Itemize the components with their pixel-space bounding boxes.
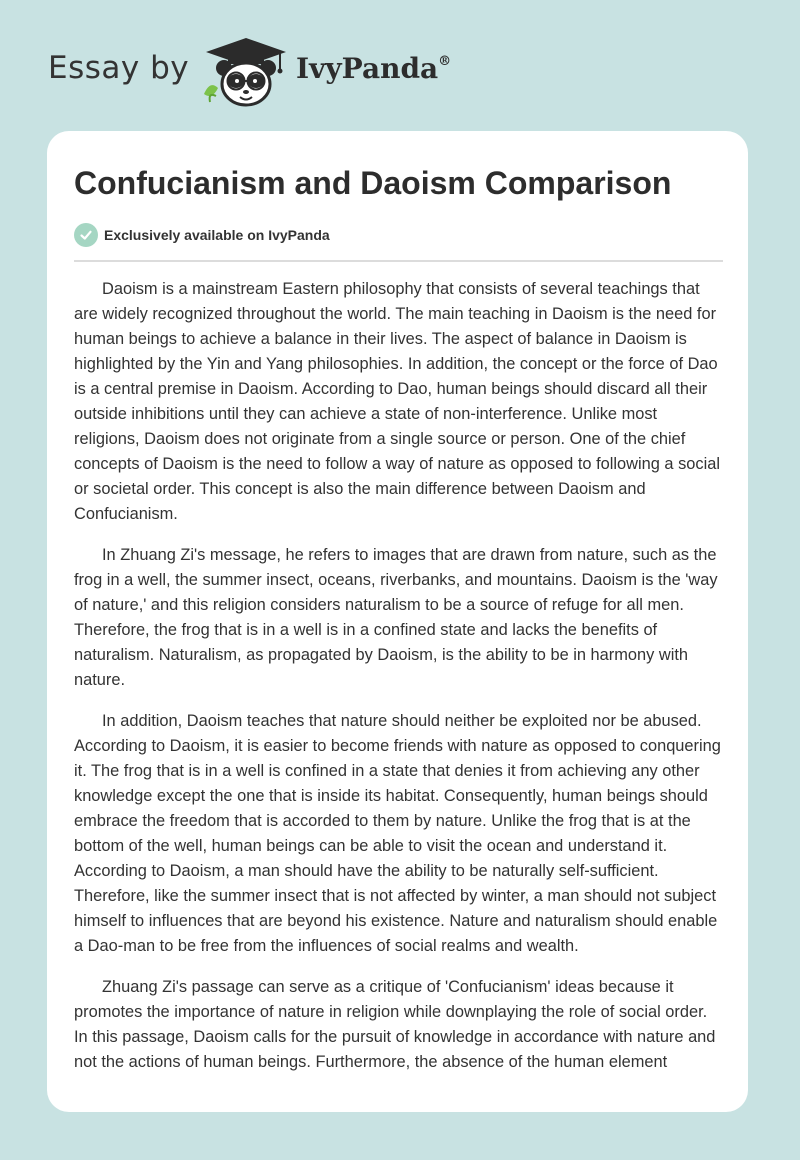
panda-logo-icon <box>200 36 292 108</box>
essay-body <box>74 277 724 1091</box>
checkmark-icon <box>74 223 98 247</box>
essay-card <box>47 131 748 1112</box>
page-title: Confucianism and Daoism Comparison <box>74 165 672 201</box>
paragraph: In Zhuang Zi's message, he refers to images that are drawn from nature, such as the frog in a well, the summer insect, oceans, riverbanks, and mountains. Daoism is the 'way of nature,' and this religion considers naturalism to be a source of refuge for all men. Therefore, the frog that is in a well is in a confined state and lacks the benefits of naturalism. Naturalism, as propagated by Daoism, is the ability to be in harmony with nature. <box>74 546 718 689</box>
paragraph: Daoism is a mainstream Eastern philosophy that consists of several teachings that are widely recognized throughout the world. The main teaching in Daoism is the need for human beings to achieve a balance in their lives. The aspect of balance in Daoism is highlighted by the Yin and Yang philosophies. In addition, the concept or the force of Dao is a central premise in Daoism. According to Dao, human beings should discard all their outside inhibitions until they can achieve a state of non-interference. Unlike most religions, Daoism does not originate from a single source or person. One of the chief concepts of Daoism is the need to follow a way of nature as opposed to following a social or societal order. This concept is also the main difference between Daoism and Confucianism. <box>74 280 720 523</box>
essay-by-label: Essay by <box>48 50 190 86</box>
paragraph: In addition, Daoism teaches that nature should neither be exploited nor be abused. According to Daoism, it is easier to become friends with nature as opposed to conquering it. The frog that is in a well is confined in a state that denies it from achieving any other knowledge except the one that is inside its habitat. Consequently, human beings should embrace the freedom that is accorded to them by nature. Unlike the frog that is at the bottom of the well, human beings can be able to visit the ocean and understand it. According to Daoism, a man should have the ability to be naturally self-sufficient. Therefore, like the summer insect that is not affected by winter, a man should not subject himself to influences that are beyond his existence. Nature and naturalism should enable a Dao-man to be free from the influences of social realms and wealth. <box>74 712 721 955</box>
badge-label: Exclusively available on IvyPanda <box>104 227 330 243</box>
brand-text: IvyPanda <box>296 52 439 85</box>
divider <box>74 260 723 262</box>
brand-name <box>296 52 451 85</box>
site-header <box>0 0 800 130</box>
paragraph: Zhuang Zi's passage can serve as a critique of 'Confucianism' ideas because it promotes the importance of nature in religion while downplaying the role of social order. In this passage, Daoism calls for the pursuit of knowledge in accordance with nature and not the actions of human beings. Furthermore, the absence of the human element <box>74 978 716 1071</box>
exclusive-badge <box>74 223 330 247</box>
registered-mark: ® <box>438 53 452 69</box>
